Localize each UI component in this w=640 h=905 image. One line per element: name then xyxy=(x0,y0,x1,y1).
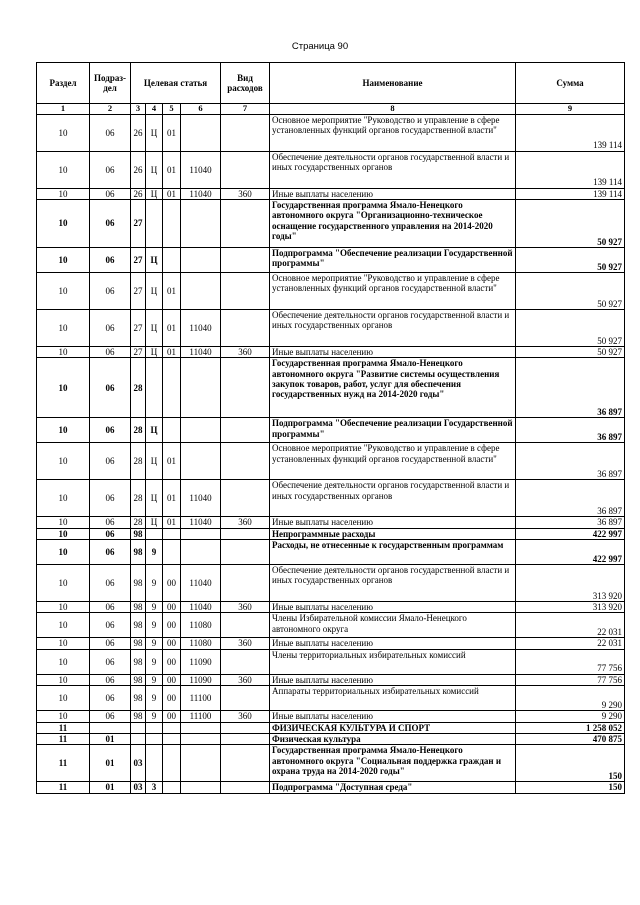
direction-cell: 11100 xyxy=(181,711,221,722)
sum-cell: 50 927 xyxy=(516,347,625,358)
subprogram-cell xyxy=(146,358,163,418)
name-cell: Обеспечение деятельности органов государственной власти и иных государственных органов xyxy=(270,151,516,188)
direction-cell xyxy=(181,540,221,565)
table-row xyxy=(37,200,625,248)
program-cell: 98 xyxy=(131,565,146,602)
vid-cell: 360 xyxy=(221,602,270,613)
direction-cell: 11080 xyxy=(181,613,221,638)
podrazdel-cell: 01 xyxy=(90,782,131,793)
header-sum: Сумма xyxy=(516,63,625,104)
sum-cell: 50 927 xyxy=(516,310,625,347)
vid-cell xyxy=(221,782,270,793)
program-cell: 27 xyxy=(131,200,146,248)
event-cell: 01 xyxy=(163,480,181,517)
column-number: 5 xyxy=(163,104,181,115)
subprogram-cell: 9 xyxy=(146,686,163,711)
name-cell: Иные выплаты населению xyxy=(270,711,516,722)
direction-cell: 11040 xyxy=(181,480,221,517)
column-number-row xyxy=(37,104,625,115)
subprogram-cell: Ц xyxy=(146,517,163,528)
program-cell: 98 xyxy=(131,674,146,685)
podrazdel-cell: 06 xyxy=(90,480,131,517)
column-number: 8 xyxy=(270,104,516,115)
program-cell xyxy=(131,722,146,733)
razdel-cell: 11 xyxy=(37,733,90,744)
direction-cell xyxy=(181,248,221,273)
vid-cell xyxy=(221,722,270,733)
vid-cell: 360 xyxy=(221,638,270,649)
event-cell xyxy=(163,248,181,273)
column-number: 2 xyxy=(90,104,131,115)
sum-cell: 9 290 xyxy=(516,711,625,722)
event-cell: 01 xyxy=(163,517,181,528)
vid-cell xyxy=(221,540,270,565)
table-row xyxy=(37,674,625,685)
event-cell xyxy=(163,745,181,782)
name-cell: Члены Избирательной комиссии Ямало-Ненецкого автономного округа xyxy=(270,613,516,638)
direction-cell xyxy=(181,782,221,793)
event-cell: 01 xyxy=(163,151,181,188)
vid-cell xyxy=(221,649,270,674)
vid-cell xyxy=(221,686,270,711)
podrazdel-cell: 06 xyxy=(90,602,131,613)
direction-cell xyxy=(181,733,221,744)
subprogram-cell: Ц xyxy=(146,114,163,151)
name-cell: Иные выплаты населению xyxy=(270,188,516,199)
direction-cell xyxy=(181,722,221,733)
budget-table xyxy=(36,62,625,794)
direction-cell: 11040 xyxy=(181,347,221,358)
table-row xyxy=(37,528,625,539)
subprogram-cell: 9 xyxy=(146,602,163,613)
event-cell xyxy=(163,418,181,443)
subprogram-cell xyxy=(146,200,163,248)
vid-cell xyxy=(221,273,270,310)
razdel-cell: 10 xyxy=(37,649,90,674)
podrazdel-cell: 06 xyxy=(90,188,131,199)
table-row xyxy=(37,443,625,480)
direction-cell: 11040 xyxy=(181,310,221,347)
event-cell xyxy=(163,540,181,565)
subprogram-cell: Ц xyxy=(146,310,163,347)
program-cell: 28 xyxy=(131,443,146,480)
event-cell xyxy=(163,358,181,418)
sum-cell: 77 756 xyxy=(516,649,625,674)
direction-cell: 11100 xyxy=(181,686,221,711)
program-cell: 98 xyxy=(131,649,146,674)
table-row xyxy=(37,480,625,517)
subprogram-cell: 3 xyxy=(146,782,163,793)
table-row xyxy=(37,273,625,310)
vid-cell: 360 xyxy=(221,347,270,358)
razdel-cell: 10 xyxy=(37,480,90,517)
name-cell: Иные выплаты населению xyxy=(270,674,516,685)
table-row xyxy=(37,649,625,674)
sum-cell: 77 756 xyxy=(516,674,625,685)
table-row xyxy=(37,602,625,613)
podrazdel-cell: 06 xyxy=(90,613,131,638)
sum-cell: 470 875 xyxy=(516,733,625,744)
vid-cell xyxy=(221,745,270,782)
event-cell: 00 xyxy=(163,638,181,649)
podrazdel-cell: 06 xyxy=(90,273,131,310)
column-number: 6 xyxy=(181,104,221,115)
sum-cell: 50 927 xyxy=(516,273,625,310)
direction-cell: 11040 xyxy=(181,517,221,528)
sum-cell: 36 897 xyxy=(516,480,625,517)
sum-cell: 50 927 xyxy=(516,200,625,248)
direction-cell xyxy=(181,745,221,782)
razdel-cell: 10 xyxy=(37,517,90,528)
vid-cell xyxy=(221,565,270,602)
name-cell: Подпрограмма "Обеспечение реализации Государственной программы" xyxy=(270,418,516,443)
program-cell: 98 xyxy=(131,711,146,722)
direction-cell xyxy=(181,443,221,480)
program-cell xyxy=(131,733,146,744)
direction-cell: 11090 xyxy=(181,649,221,674)
program-cell: 98 xyxy=(131,540,146,565)
razdel-cell: 10 xyxy=(37,686,90,711)
direction-cell xyxy=(181,528,221,539)
podrazdel-cell: 06 xyxy=(90,565,131,602)
direction-cell: 11040 xyxy=(181,565,221,602)
program-cell: 28 xyxy=(131,358,146,418)
page-number-label: Страница 90 xyxy=(291,41,349,52)
subprogram-cell: 9 xyxy=(146,711,163,722)
event-cell: 00 xyxy=(163,711,181,722)
podrazdel-cell: 06 xyxy=(90,517,131,528)
program-cell: 98 xyxy=(131,686,146,711)
subprogram-cell xyxy=(146,733,163,744)
program-cell: 28 xyxy=(131,480,146,517)
direction-cell: 11040 xyxy=(181,188,221,199)
event-cell: 00 xyxy=(163,674,181,685)
vid-cell xyxy=(221,358,270,418)
table-row xyxy=(37,188,625,199)
event-cell: 00 xyxy=(163,613,181,638)
event-cell: 00 xyxy=(163,649,181,674)
table-row xyxy=(37,151,625,188)
event-cell: 00 xyxy=(163,602,181,613)
vid-cell: 360 xyxy=(221,517,270,528)
table-row xyxy=(37,347,625,358)
subprogram-cell: 9 xyxy=(146,649,163,674)
subprogram-cell: Ц xyxy=(146,151,163,188)
direction-cell xyxy=(181,273,221,310)
table-row xyxy=(37,733,625,744)
name-cell: Аппараты территориальных избирательных комиссий xyxy=(270,686,516,711)
table-row xyxy=(37,517,625,528)
name-cell: Иные выплаты населению xyxy=(270,347,516,358)
podrazdel-cell: 06 xyxy=(90,151,131,188)
name-cell: Государственная программа Ямало-Ненецкого автономного округа "Развитие системы осуществления закупок товаров, работ, услуг для обеспечения государственных нужд на 2014-2020 годы" xyxy=(270,358,516,418)
sum-cell: 50 927 xyxy=(516,248,625,273)
razdel-cell: 10 xyxy=(37,602,90,613)
name-cell: Основное мероприятие "Руководство и управление в сфере установленных функций органов государственной власти" xyxy=(270,114,516,151)
podrazdel-cell: 01 xyxy=(90,733,131,744)
subprogram-cell xyxy=(146,528,163,539)
razdel-cell: 10 xyxy=(37,188,90,199)
event-cell: 01 xyxy=(163,443,181,480)
subprogram-cell: 9 xyxy=(146,565,163,602)
name-cell: Обеспечение деятельности органов государственной власти и иных государственных органов xyxy=(270,480,516,517)
table-body xyxy=(37,114,625,793)
sum-cell: 36 897 xyxy=(516,443,625,480)
sum-cell: 150 xyxy=(516,745,625,782)
event-cell: 01 xyxy=(163,310,181,347)
podrazdel-cell: 06 xyxy=(90,638,131,649)
program-cell: 03 xyxy=(131,745,146,782)
name-cell: Иные выплаты населению xyxy=(270,638,516,649)
vid-cell xyxy=(221,528,270,539)
razdel-cell: 10 xyxy=(37,200,90,248)
name-cell: Физическая культура xyxy=(270,733,516,744)
table-row xyxy=(37,418,625,443)
program-cell: 98 xyxy=(131,602,146,613)
subprogram-cell: 9 xyxy=(146,613,163,638)
razdel-cell: 10 xyxy=(37,711,90,722)
program-cell: 98 xyxy=(131,528,146,539)
program-cell: 26 xyxy=(131,188,146,199)
table-row xyxy=(37,722,625,733)
podrazdel-cell: 06 xyxy=(90,528,131,539)
podrazdel-cell xyxy=(90,722,131,733)
name-cell: Основное мероприятие "Руководство и управление в сфере установленных функций органов государственной власти" xyxy=(270,443,516,480)
name-cell: Обеспечение деятельности органов государственной власти и иных государственных органов xyxy=(270,565,516,602)
name-cell: Подпрограмма "Доступная среда" xyxy=(270,782,516,793)
podrazdel-cell: 01 xyxy=(90,745,131,782)
direction-cell: 11040 xyxy=(181,602,221,613)
program-cell: 27 xyxy=(131,347,146,358)
vid-cell xyxy=(221,418,270,443)
podrazdel-cell: 06 xyxy=(90,347,131,358)
vid-cell xyxy=(221,733,270,744)
program-cell: 26 xyxy=(131,114,146,151)
event-cell xyxy=(163,528,181,539)
podrazdel-cell: 06 xyxy=(90,310,131,347)
program-cell: 98 xyxy=(131,638,146,649)
event-cell xyxy=(163,733,181,744)
table-row xyxy=(37,745,625,782)
table-row xyxy=(37,686,625,711)
program-cell: 28 xyxy=(131,517,146,528)
sum-cell: 150 xyxy=(516,782,625,793)
direction-cell: 11080 xyxy=(181,638,221,649)
direction-cell xyxy=(181,114,221,151)
program-cell: 27 xyxy=(131,310,146,347)
column-number: 9 xyxy=(516,104,625,115)
column-number: 1 xyxy=(37,104,90,115)
sum-cell: 36 897 xyxy=(516,517,625,528)
sum-cell: 1 258 052 xyxy=(516,722,625,733)
podrazdel-cell: 06 xyxy=(90,418,131,443)
subprogram-cell: Ц xyxy=(146,273,163,310)
podrazdel-cell: 06 xyxy=(90,114,131,151)
subprogram-cell: Ц xyxy=(146,443,163,480)
event-cell xyxy=(163,200,181,248)
table-row xyxy=(37,358,625,418)
sum-cell: 9 290 xyxy=(516,686,625,711)
column-number: 7 xyxy=(221,104,270,115)
vid-cell xyxy=(221,613,270,638)
name-cell: Подпрограмма "Обеспечение реализации Государственной программы" xyxy=(270,248,516,273)
event-cell: 01 xyxy=(163,347,181,358)
table-row xyxy=(37,613,625,638)
name-cell: ФИЗИЧЕСКАЯ КУЛЬТУРА И СПОРТ xyxy=(270,722,516,733)
razdel-cell: 10 xyxy=(37,347,90,358)
vid-cell xyxy=(221,151,270,188)
sum-cell: 422 997 xyxy=(516,540,625,565)
sum-cell: 313 920 xyxy=(516,565,625,602)
table-row xyxy=(37,310,625,347)
vid-cell xyxy=(221,480,270,517)
razdel-cell: 10 xyxy=(37,151,90,188)
table-row xyxy=(37,782,625,793)
direction-cell: 11040 xyxy=(181,151,221,188)
sum-cell: 36 897 xyxy=(516,358,625,418)
header-target: Целевая статья xyxy=(131,63,221,104)
podrazdel-cell: 06 xyxy=(90,358,131,418)
sum-cell: 139 114 xyxy=(516,114,625,151)
table-row xyxy=(37,248,625,273)
program-cell: 28 xyxy=(131,418,146,443)
razdel-cell: 10 xyxy=(37,443,90,480)
podrazdel-cell: 06 xyxy=(90,686,131,711)
direction-cell xyxy=(181,418,221,443)
header-podrazdel: Подраз- дел xyxy=(90,63,131,104)
sum-cell: 139 114 xyxy=(516,151,625,188)
podrazdel-cell: 06 xyxy=(90,248,131,273)
event-cell: 01 xyxy=(163,273,181,310)
vid-cell: 360 xyxy=(221,674,270,685)
column-number: 3 xyxy=(131,104,146,115)
event-cell: 00 xyxy=(163,565,181,602)
column-number: 4 xyxy=(146,104,163,115)
podrazdel-cell: 06 xyxy=(90,200,131,248)
razdel-cell: 10 xyxy=(37,273,90,310)
razdel-cell: 10 xyxy=(37,114,90,151)
direction-cell: 11090 xyxy=(181,674,221,685)
subprogram-cell xyxy=(146,722,163,733)
subprogram-cell: Ц xyxy=(146,248,163,273)
event-cell xyxy=(163,722,181,733)
vid-cell xyxy=(221,248,270,273)
razdel-cell: 10 xyxy=(37,358,90,418)
razdel-cell: 10 xyxy=(37,528,90,539)
razdel-cell: 11 xyxy=(37,722,90,733)
vid-cell xyxy=(221,114,270,151)
podrazdel-cell: 06 xyxy=(90,711,131,722)
razdel-cell: 10 xyxy=(37,540,90,565)
name-cell: Иные выплаты населению xyxy=(270,602,516,613)
subprogram-cell: Ц xyxy=(146,188,163,199)
table-row xyxy=(37,638,625,649)
razdel-cell: 10 xyxy=(37,248,90,273)
header-name: Наименование xyxy=(270,63,516,104)
podrazdel-cell: 06 xyxy=(90,443,131,480)
sum-cell: 139 114 xyxy=(516,188,625,199)
direction-cell xyxy=(181,358,221,418)
name-cell: Обеспечение деятельности органов государственной власти и иных государственных органов xyxy=(270,310,516,347)
program-cell: 26 xyxy=(131,151,146,188)
podrazdel-cell: 06 xyxy=(90,674,131,685)
razdel-cell: 10 xyxy=(37,310,90,347)
name-cell: Непрограммные расходы xyxy=(270,528,516,539)
name-cell: Расходы, не отнесенные к государственным программам xyxy=(270,540,516,565)
razdel-cell: 10 xyxy=(37,613,90,638)
vid-cell: 360 xyxy=(221,188,270,199)
event-cell: 00 xyxy=(163,686,181,711)
table-row xyxy=(37,540,625,565)
vid-cell: 360 xyxy=(221,711,270,722)
header-razdel: Раздел xyxy=(37,63,90,104)
podrazdel-cell: 06 xyxy=(90,649,131,674)
event-cell xyxy=(163,782,181,793)
header-row xyxy=(37,63,625,104)
razdel-cell: 11 xyxy=(37,782,90,793)
podrazdel-cell: 06 xyxy=(90,540,131,565)
name-cell: Государственная программа Ямало-Ненецкого автономного округа "Социальная поддержка граждан и охрана труда на 2014-2020 годы" xyxy=(270,745,516,782)
subprogram-cell: 9 xyxy=(146,674,163,685)
razdel-cell: 11 xyxy=(37,745,90,782)
name-cell: Основное мероприятие "Руководство и управление в сфере установленных функций органов государственной власти" xyxy=(270,273,516,310)
program-cell: 98 xyxy=(131,613,146,638)
subprogram-cell xyxy=(146,745,163,782)
table-row xyxy=(37,114,625,151)
table-row xyxy=(37,565,625,602)
subprogram-cell: Ц xyxy=(146,347,163,358)
table-row xyxy=(37,711,625,722)
header-vid: Вид расходов xyxy=(221,63,270,104)
name-cell: Иные выплаты населению xyxy=(270,517,516,528)
subprogram-cell: 9 xyxy=(146,540,163,565)
name-cell: Государственная программа Ямало-Ненецкого автономного округа "Организационно-техническое оснащение государственного управления на 2014-2020 годы" xyxy=(270,200,516,248)
vid-cell xyxy=(221,200,270,248)
direction-cell xyxy=(181,200,221,248)
sum-cell: 36 897 xyxy=(516,418,625,443)
razdel-cell: 10 xyxy=(37,674,90,685)
vid-cell xyxy=(221,310,270,347)
subprogram-cell: Ц xyxy=(146,480,163,517)
sum-cell: 422 997 xyxy=(516,528,625,539)
razdel-cell: 10 xyxy=(37,565,90,602)
razdel-cell: 10 xyxy=(37,638,90,649)
subprogram-cell: Ц xyxy=(146,418,163,443)
program-cell: 03 xyxy=(131,782,146,793)
sum-cell: 22 031 xyxy=(516,638,625,649)
subprogram-cell: 9 xyxy=(146,638,163,649)
razdel-cell: 10 xyxy=(37,418,90,443)
program-cell: 27 xyxy=(131,248,146,273)
sum-cell: 313 920 xyxy=(516,602,625,613)
name-cell: Члены территориальных избирательных комиссий xyxy=(270,649,516,674)
program-cell: 27 xyxy=(131,273,146,310)
event-cell: 01 xyxy=(163,114,181,151)
event-cell: 01 xyxy=(163,188,181,199)
sum-cell: 22 031 xyxy=(516,613,625,638)
vid-cell xyxy=(221,443,270,480)
